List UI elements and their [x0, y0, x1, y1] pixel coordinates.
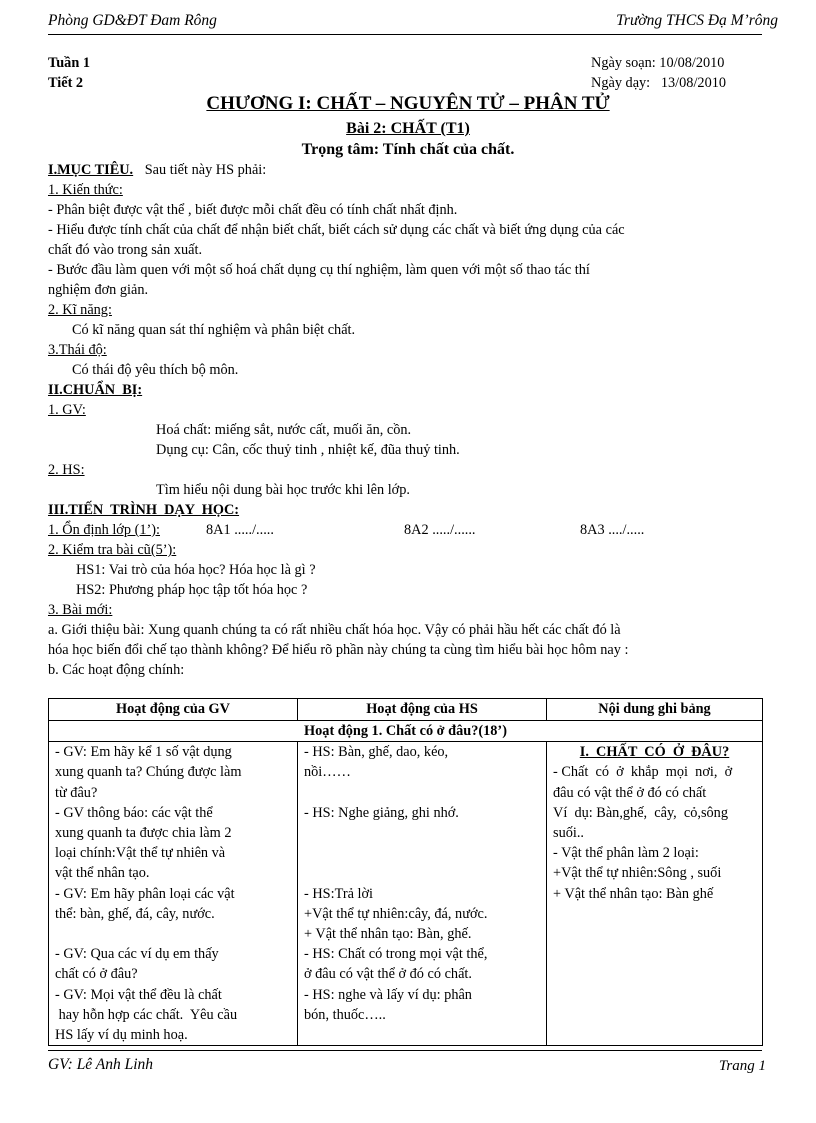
hs-line: - HS: Chất có trong mọi vật thể, [304, 946, 488, 963]
hs-line: nồi…… [304, 764, 351, 781]
lesson-title: Bài 2: CHẤT (T1) [346, 120, 470, 137]
knowledge-title: 1. Kiến thức: [48, 182, 123, 198]
header-divider [48, 34, 762, 35]
table-header-row [49, 699, 763, 721]
gv-line: - GV: Em hãy kể 1 số vật dụng [55, 744, 232, 761]
gv-line: vật thể nhân tạo. [55, 865, 150, 882]
period-label: Tiết 2 [48, 75, 84, 91]
check-question: HS1: Vai trò của hóa học? Hóa học là gì ? [76, 562, 316, 578]
new-lesson-line: hóa học biến đổi chế tạo thành không? Để hiểu rõ phần này chúng ta cùng tìm hiểu bài học hôm nay : [48, 642, 629, 658]
footer-page-number: Trang 1 [718, 1058, 766, 1074]
attitude-title: 3.Thái độ: [48, 342, 107, 358]
hs-line: ở đâu có vật thể ở đó có chất. [304, 966, 472, 983]
class-8a1: 8A1 ...../..... [206, 522, 274, 538]
new-lesson-title: 3. Bài mới: [48, 602, 113, 618]
content-line: suối.. [553, 825, 584, 842]
focus-title: Trọng tâm: Tính chất của chất. [301, 141, 515, 158]
content-line: - Vật thể phân làm 2 loại: [553, 845, 699, 862]
hs-spacer [304, 843, 540, 863]
hs-activity-cell [298, 742, 547, 1046]
hs-spacer [304, 823, 540, 843]
activity-title-row [49, 721, 763, 742]
knowledge-line: - Hiểu được tính chất của chất để nhận biết chất, biết cách sử dụng các chất và biết ứng dụng của các [48, 222, 625, 238]
attitude-line: Có thái độ yêu thích bộ môn. [72, 362, 239, 378]
class-8a2: 8A2 ...../...... [404, 522, 476, 538]
knowledge-line: - Bước đầu làm quen với một số hoá chất dụng cụ thí nghiệm, làm quen với một số thao tác thí [48, 262, 590, 278]
activity-table [48, 698, 763, 1046]
hs-line: bón, thuốc….. [304, 1006, 386, 1023]
chapter-title: CHƯƠNG I: CHẤT – NGUYÊN TỬ – PHÂN TỬ [206, 93, 610, 114]
header-school-name: Trường THCS Đạ M’rông [616, 12, 778, 29]
hs-prep-title: 2. HS: [48, 462, 85, 478]
header-school-office: Phòng GD&ĐT Đam Rông [48, 12, 217, 29]
table-row [49, 742, 763, 1046]
stabilize-title: 1. Ổn định lớp (1’): [48, 522, 160, 538]
hs-line: - HS:Trả lời [304, 885, 373, 902]
gv-line: - GV: Mọi vật thể đều là chất [55, 986, 222, 1003]
footer-teacher: GV: Lê Anh Linh [48, 1056, 154, 1073]
board-content-cell [547, 742, 763, 1046]
gv-line: - GV: Em hãy phân loại các vật [55, 885, 235, 902]
hs-prep-line: Tìm hiểu nội dung bài học trước khi lên lớp. [156, 482, 410, 498]
hs-line: + Vật thể nhân tạo: Bàn, ghế. [304, 925, 472, 942]
header-board-content: Nội dung ghi bảng [547, 699, 763, 721]
gv-prep-line: Dụng cụ: Cân, cốc thuỷ tinh , nhiệt kế, đũa thuỷ tinh. [156, 442, 460, 458]
knowledge-line: nghiệm đơn giản. [48, 282, 149, 298]
content-line: + Vật thể nhân tạo: Bàn ghế [553, 885, 714, 902]
stabilize-row [48, 520, 160, 540]
header-hs-activity: Hoạt động của HS [298, 699, 547, 721]
check-title: 2. Kiểm tra bài cũ(5’): [48, 542, 177, 558]
skills-title: 2. Kĩ năng: [48, 302, 112, 318]
gv-line: xung quanh ta? Chúng được làm [55, 764, 242, 781]
content-line: Ví dụ: Bàn,ghế, cây, cỏ,sông [553, 804, 728, 821]
footer-divider [48, 1050, 762, 1051]
content-line: đâu có vật thể ở đó có chất [553, 784, 707, 801]
gv-activity-cell [49, 742, 298, 1046]
gv-line: xung quanh ta được chia làm 2 [55, 825, 232, 842]
content-line: +Vật thể tự nhiên:Sông , suối [553, 865, 722, 882]
knowledge-line: - Phân biệt được vật thể , biết được mỗi chất đều có tính chất nhất định. [48, 202, 458, 218]
hs-line: - HS: Nghe giảng, ghi nhớ. [304, 804, 459, 821]
gv-prep-title: 1. GV: [48, 402, 86, 418]
objectives-heading: I.MỤC TIÊU. [48, 162, 134, 178]
date-prepared: Ngày soạn: 10/08/2010 [591, 55, 725, 71]
date-taught: Ngày dạy: 13/08/2010 [591, 75, 727, 91]
new-lesson-line: b. Các hoạt động chính: [48, 662, 185, 678]
gv-line: thể: bàn, ghế, đá, cây, nước. [55, 905, 215, 922]
gv-line: từ đâu? [55, 784, 98, 801]
gv-prep-line: Hoá chất: miếng sắt, nước cất, muối ăn, cồn. [156, 422, 412, 438]
skills-line: Có kĩ năng quan sát thí nghiệm và phân biệt chất. [72, 322, 356, 338]
new-lesson-line: a. Giới thiệu bài: Xung quanh chúng ta có rất nhiều chất hóa học. Vậy có phải hầu hết các chất đó là [48, 622, 621, 638]
gv-line: chất có ở đâu? [55, 966, 138, 983]
gv-line: hay hỗn hợp các chất. Yêu cầu [55, 1006, 238, 1023]
gv-line: loại chính:Vật thể tự nhiên và [55, 845, 226, 862]
gv-spacer [55, 924, 291, 944]
hs-spacer [304, 863, 540, 883]
hs-line: +Vật thể tự nhiên:cây, đá, nước. [304, 905, 488, 922]
check-question: HS2: Phương pháp học tập tốt hóa học ? [76, 582, 308, 598]
hs-line: - HS: Bàn, ghế, dao, kéo, [304, 744, 449, 761]
activity-title: Hoạt động 1. Chất có ở đâu?(18’) [49, 721, 763, 742]
objectives-intro: Sau tiết này HS phải: [144, 162, 267, 178]
hs-spacer [304, 783, 540, 803]
preparation-heading: II.CHUẨN BỊ: [48, 382, 143, 398]
gv-line: - GV thông báo: các vật thể [55, 804, 213, 821]
class-8a3: 8A3 ..../..... [580, 522, 645, 538]
knowledge-line: chất đó vào trong sản xuất. [48, 242, 203, 258]
hs-line: - HS: nghe và lấy ví dụ: phân [304, 986, 472, 1003]
process-heading: III.TIẾN TRÌNH DẠY HỌC: [48, 502, 240, 518]
content-section-title: I. CHẤT CÓ Ở ĐÂU? [579, 744, 730, 761]
gv-line: HS lấy ví dụ minh hoạ. [55, 1027, 188, 1044]
content-line: - Chất có ở khắp mọi nơi, ở [553, 764, 733, 781]
gv-line: - GV: Qua các ví dụ em thấy [55, 946, 219, 963]
header-gv-activity: Hoạt động của GV [49, 699, 298, 721]
week-label: Tuần 1 [48, 55, 90, 71]
objectives-heading-row [48, 160, 266, 180]
